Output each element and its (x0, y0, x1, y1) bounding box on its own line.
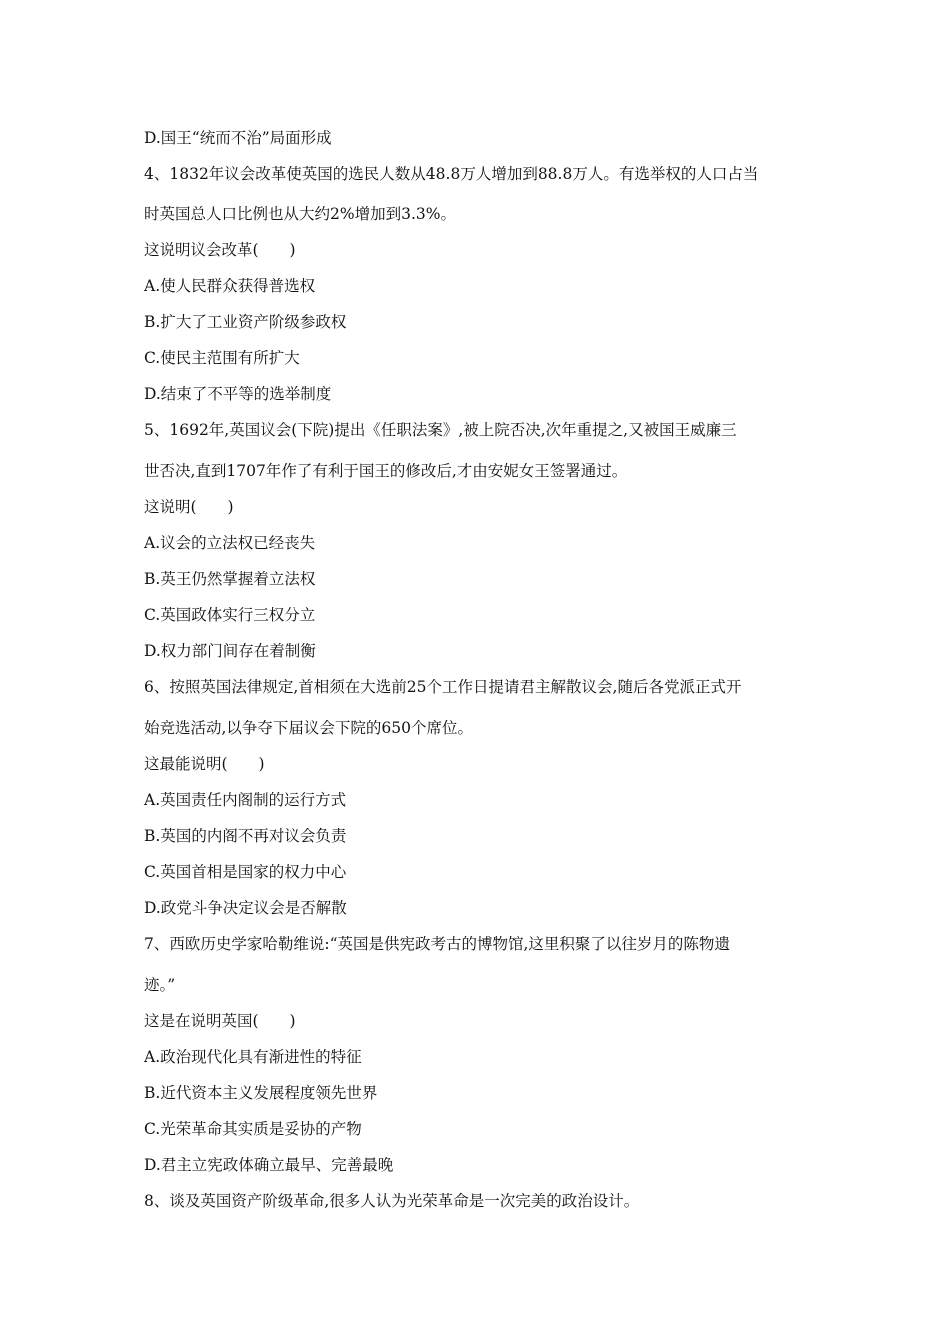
q5-prompt: 这说明( ) (144, 498, 234, 516)
q6-option-b: B.英国的内阁不再对议会负责 (144, 827, 347, 845)
q4-option-d: D.结束了不平等的选举制度 (144, 385, 332, 403)
q3-option-d: D.国王“统而不治”局面形成 (144, 129, 332, 147)
q5-option-b: B.英王仍然掌握着立法权 (144, 570, 316, 588)
q4-option-c: C.使民主范围有所扩大 (144, 349, 300, 367)
q5-option-a: A.议会的立法权已经丧失 (144, 534, 316, 552)
q4-option-b: B.扩大了工业资产阶级参政权 (144, 313, 347, 331)
q6-option-c: C.英国首相是国家的权力中心 (144, 863, 347, 881)
q7-stem-line2: 迹。” (144, 976, 176, 994)
q4-option-a: A.使人民群众获得普选权 (144, 277, 316, 295)
q4-prompt: 这说明议会改革( ) (144, 241, 296, 259)
q7-option-a: A.政治现代化具有渐进性的特征 (144, 1048, 362, 1066)
q6-option-a: A.英国责任内阁制的运行方式 (144, 791, 347, 809)
q6-stem-line1: 6、按照英国法律规定,首相须在大选前25个工作日提请君主解散议会,随后各党派正式开 (144, 678, 742, 696)
q5-option-c: C.英国政体实行三权分立 (144, 606, 316, 624)
q7-option-d: D.君主立宪政体确立最早、完善最晚 (144, 1156, 394, 1174)
q4-stem-line2: 时英国总人口比例也从大约2%增加到3.3%。 (144, 205, 456, 223)
q6-stem-line2: 始竞选活动,以争夺下届议会下院的650个席位。 (144, 719, 474, 737)
q7-stem-line1: 7、西欧历史学家哈勒维说:“英国是供宪政考古的博物馆,这里积聚了以往岁月的陈物遗 (144, 935, 730, 953)
q6-option-d: D.政党斗争决定议会是否解散 (144, 899, 347, 917)
q5-stem-line1: 5、1692年,英国议会(下院)提出《任职法案》,被上院否决,次年重提之,又被国王威廉三 (144, 421, 737, 439)
q4-stem-line1: 4、1832年议会改革使英国的选民人数从48.8万人增加到88.8万人。有选举权的人口占当 (144, 165, 759, 183)
q7-option-b: B.近代资本主义发展程度领先世界 (144, 1084, 378, 1102)
q5-option-d: D.权力部门间存在着制衡 (144, 642, 316, 660)
q7-option-c: C.光荣革命其实质是妥协的产物 (144, 1120, 362, 1138)
q7-prompt: 这是在说明英国( ) (144, 1012, 296, 1030)
q6-prompt: 这最能说明( ) (144, 755, 265, 773)
q5-stem-line2: 世否决,直到1707年作了有利于国王的修改后,才由安妮女王签署通过。 (144, 462, 628, 480)
q8-stem-line1: 8、谈及英国资产阶级革命,很多人认为光荣革命是一次完美的政治设计。 (144, 1192, 640, 1210)
